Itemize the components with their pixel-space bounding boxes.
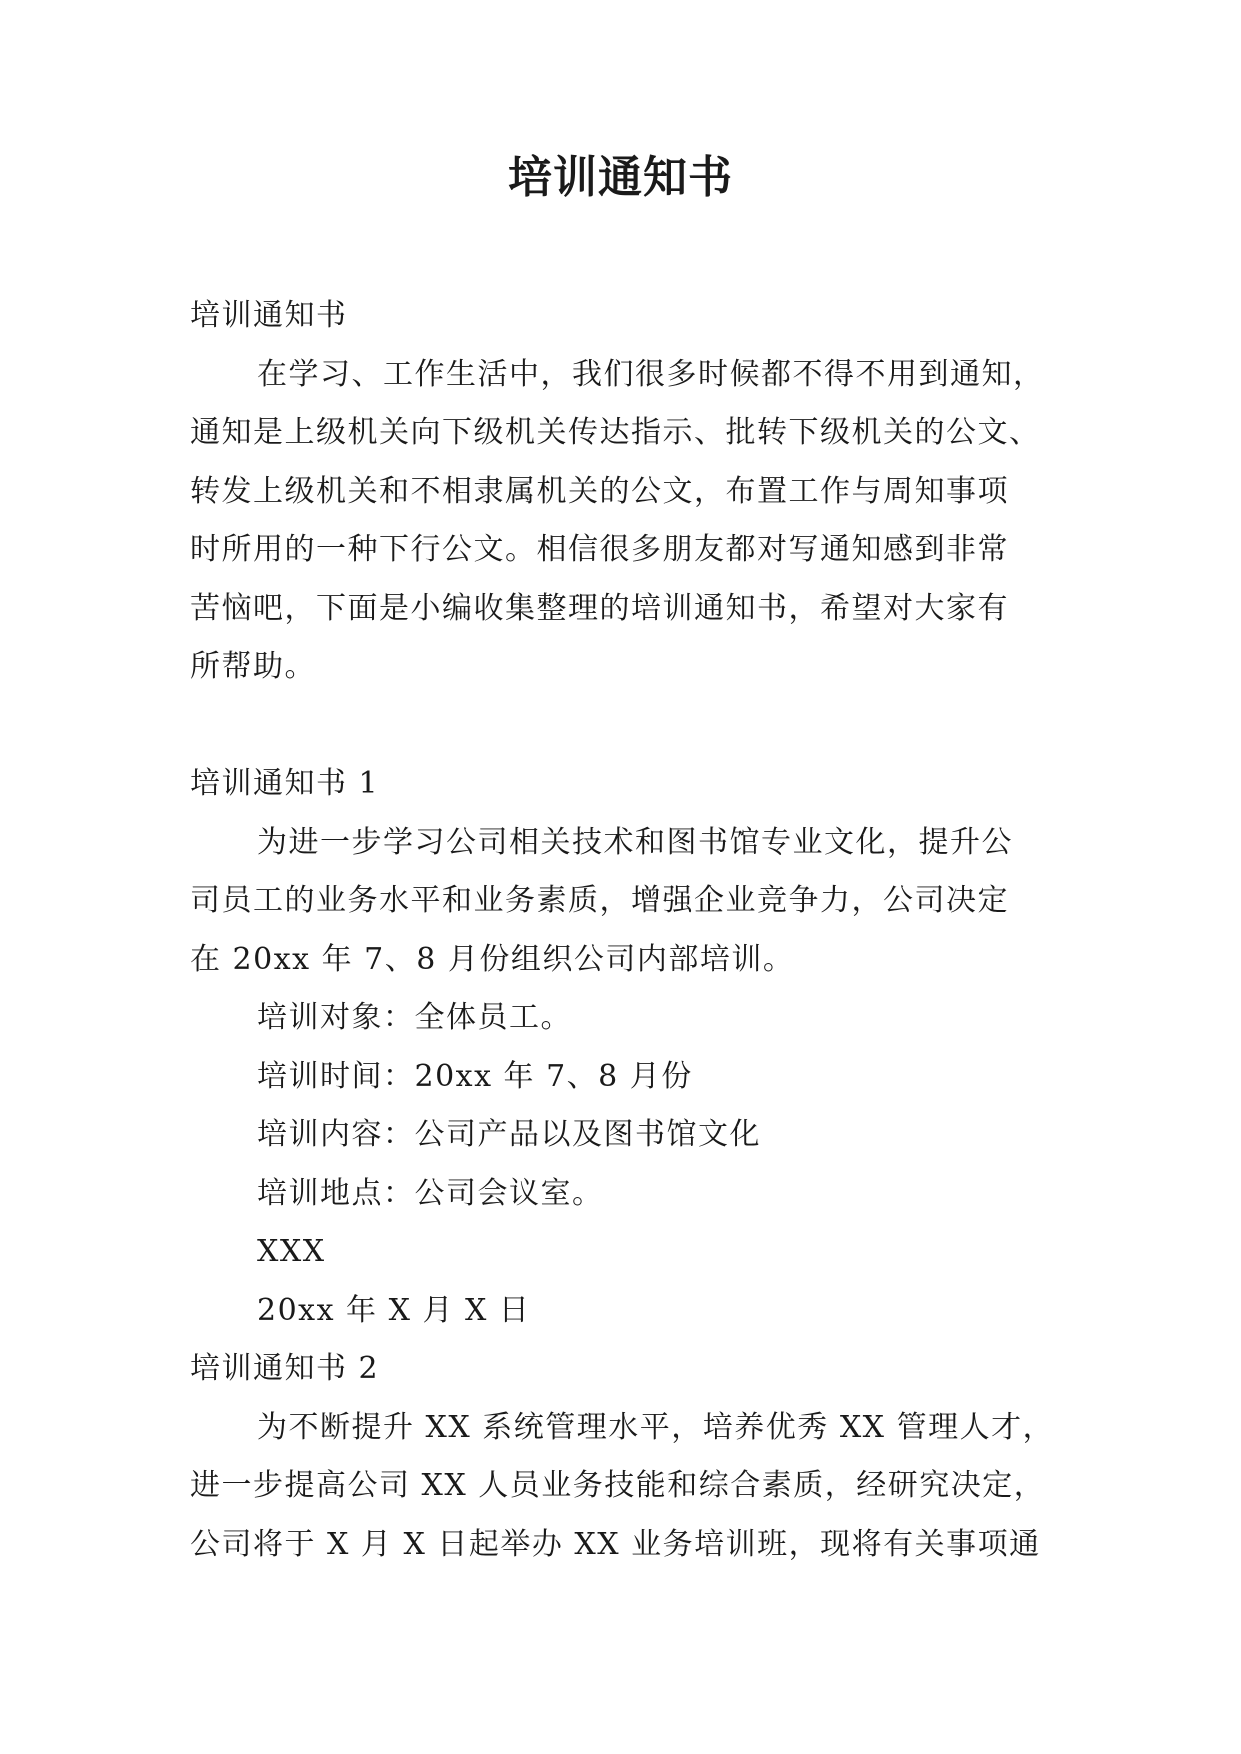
- paragraph-line: 在学习、工作生活中，我们很多时候都不得不用到通知，: [257, 356, 1045, 392]
- section-heading: 培训通知书 2: [190, 1351, 380, 1386]
- paragraph-line: 司员工的业务水平和业务素质，增强企业竞争力，公司决定: [190, 883, 1009, 918]
- blank-line: [190, 697, 1055, 756]
- paragraph-line: 公司将于 X 月 X 日起举办 XX 业务培训班，现将有关事项通: [190, 1526, 1041, 1562]
- section-heading: 培训通知书 1: [190, 766, 380, 801]
- paragraph-line: 时所用的一种下行公文。相信很多朋友都对写通知感到非常: [190, 532, 1009, 567]
- paragraph-line: 苦恼吧，下面是小编收集整理的培训通知书，希望对大家有: [190, 590, 1009, 626]
- training-content: 培训内容：公司产品以及图书馆文化: [257, 1117, 761, 1152]
- paragraph-line: 进一步提高公司 XX 人员业务技能和综合素质，经研究决定，: [190, 1468, 1046, 1503]
- paragraph-line: 转发上级机关和不相隶属机关的公文，布置工作与周知事项: [190, 473, 1009, 509]
- paragraph-line: 通知是上级机关向下级机关传达指示、批转下级机关的公文、: [190, 415, 1041, 450]
- paragraph-line: 为不断提升 XX 系统管理水平，培养优秀 XX 管理人才，: [257, 1409, 1055, 1445]
- signature-date: 20xx 年 X 月 X 日: [257, 1292, 531, 1328]
- training-location: 培训地点：公司会议室。: [257, 1175, 604, 1211]
- paragraph-line: 为进一步学习公司相关技术和图书馆专业文化，提升公: [257, 824, 1013, 860]
- document-body: [190, 287, 1055, 1574]
- training-time: 培训时间：20xx 年 7、8 月份: [257, 1058, 693, 1094]
- paragraph-line: 所帮助。: [190, 649, 316, 684]
- training-target: 培训对象：全体员工。: [257, 1000, 572, 1035]
- section-heading: 培训通知书: [190, 298, 348, 333]
- document-title: 培训通知书: [508, 152, 733, 203]
- signature: XXX: [257, 1234, 326, 1269]
- paragraph-line: 在 20xx 年 7、8 月份组织公司内部培训。: [190, 941, 795, 977]
